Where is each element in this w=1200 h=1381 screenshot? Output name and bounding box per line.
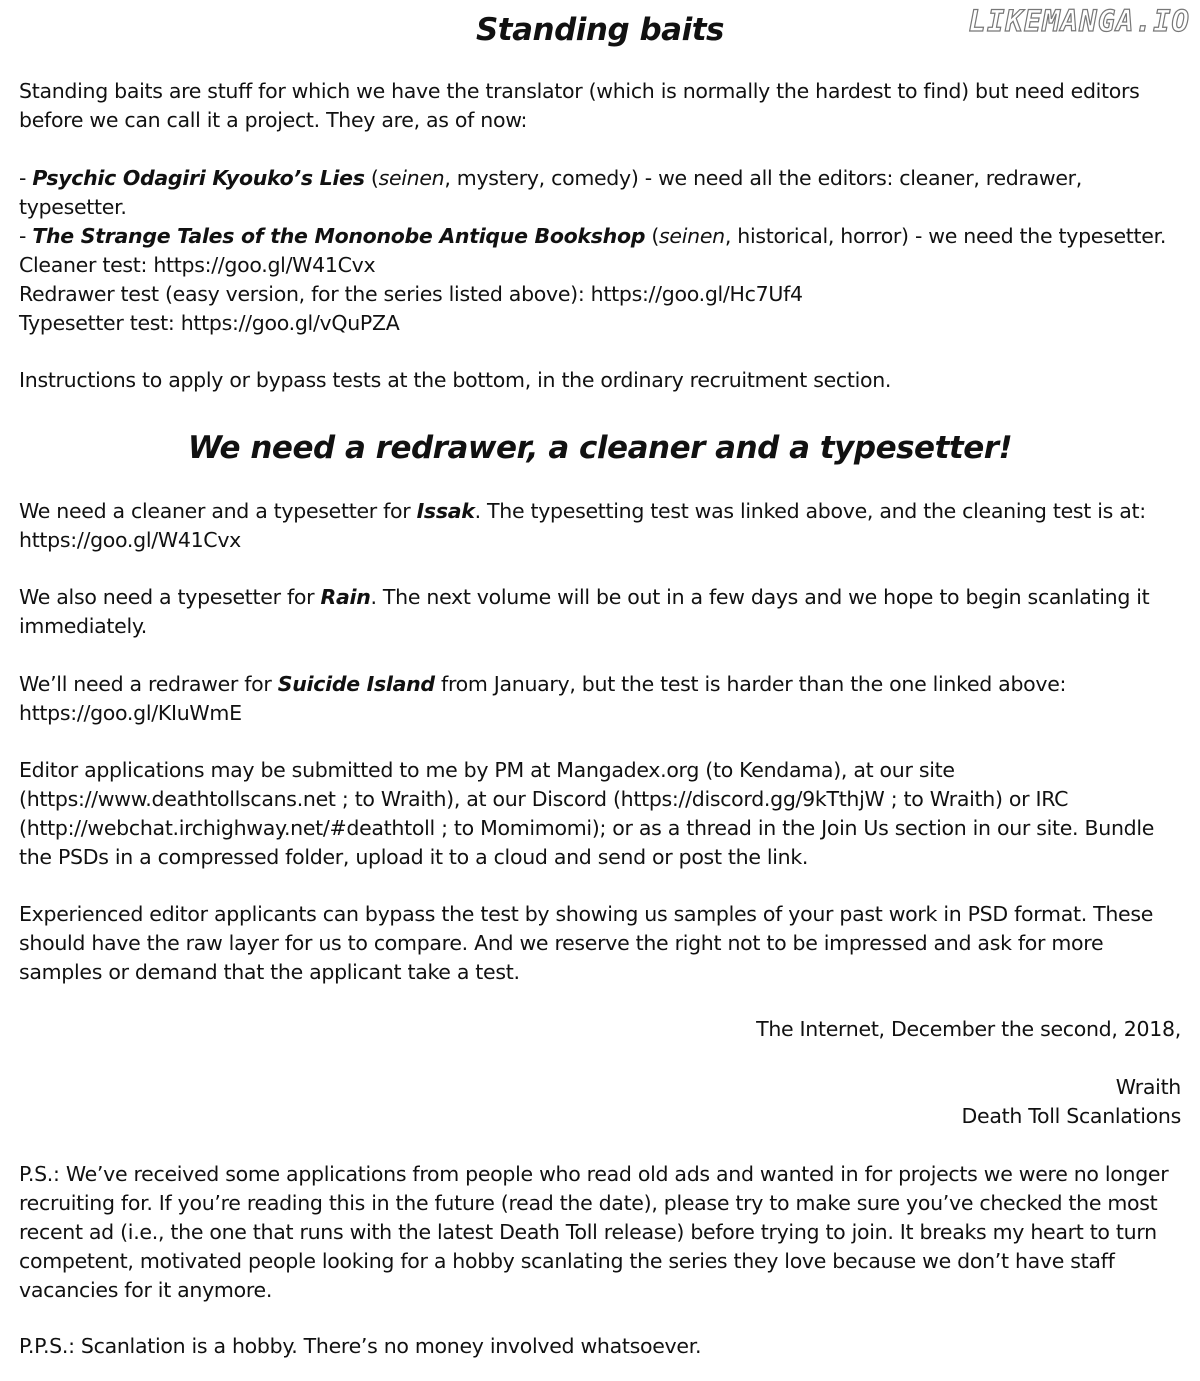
recruit-rain: We also need a typesetter for Rain. The next volume will be out in a few days and we hope to begin scanlating it immediately. [19,585,1150,638]
recruit-suicide-island: We’ll need a redrawer for Suicide Island from January, but the test is harder than the one linked above: https://goo.gl/KIuWmE [19,672,1067,725]
signature-group: Death Toll Scanlations [961,1104,1181,1128]
test-links [19,251,1181,338]
recruit-issak: We need a cleaner and a typesetter for Issak. The typesetting test was linked above, and the cleaning test is at: https://goo.gl/W41Cvx [19,499,1146,552]
signature [19,1073,1181,1131]
bait-list [19,164,1181,251]
signature-name: Wraith [1115,1075,1181,1099]
series-title: Issak [416,499,475,523]
heading-recruitment: We need a redrawer, a cleaner and a typesetter! [187,430,1013,466]
post-postscript: P.P.S.: Scanlation is a hobby. There’s no money involved whatsoever. [19,1334,702,1358]
bait-item: - Psychic Odagiri Kyouko’s Lies (seinen, mystery, comedy) - we need all the editors: cleaner, redrawer, typesetter. [19,166,1083,219]
dateline: The Internet, December the second, 2018, [756,1017,1181,1041]
series-title: Suicide Island [277,672,435,696]
postscript: P.S.: We’ve received some applications from people who read old ads and wanted in for projects we were no longer recruiting for. If you’re reading this in the future (read the date), please try to make sure you’ve checked the most recent ad (i.e., the one that runs with the latest Death Toll release) before trying to join. It breaks my heart to turn competent, motivated people looking for a hobby scanlating the series they love because we don’t have staff vacancies for it anymore. [19,1162,1169,1302]
bypass-test-info: Experienced editor applicants can bypass the test by showing us samples of your past work in PSD format. These should have the raw layer for us to compare. And we reserve the right not to be impressed and ask for more samples or demand that the applicant take a test. [19,902,1154,984]
cleaner-test-link[interactable]: Cleaner test: https://goo.gl/W41Cvx [19,253,376,277]
heading-standing-baits: Standing baits [475,12,724,48]
bait-item: - The Strange Tales of the Mononobe Antique Bookshop (seinen, historical, horror) - we need the typesetter. [19,224,1167,248]
series-title: Rain [320,585,371,609]
watermark-logo: LIKEMANGA.IO [968,4,1190,38]
instructions: Instructions to apply or bypass tests at the bottom, in the ordinary recruitment section. [19,368,892,392]
series-title: Psychic Odagiri Kyouko’s Lies [32,166,365,190]
application-instructions: Editor applications may be submitted to me by PM at Mangadex.org (to Kendama), at our site (https://www.deathtollscans.net ; to Wraith), at our Discord (https://discord.gg/9kTthjW ; to Wraith) or IRC (http://webchat.irchighway.net/#deathtoll ; to Momimomi); or as a thread in the Join Us section in our site. Bundle the PSDs in a compressed folder, upload it to a cloud and send or post the link. [19,758,1155,869]
standing-baits-intro [19,77,1181,135]
typesetter-test-link[interactable]: Typesetter test: https://goo.gl/vQuPZA [19,311,400,335]
intro-text: Standing baits are stuff for which we have the translator (which is normally the hardest to find) but need editors before we can call it a project. They are, as of now: [19,79,1140,132]
redrawer-test-link[interactable]: Redrawer test (easy version, for the series listed above): https://goo.gl/Hc7Uf4 [19,282,803,306]
series-title: The Strange Tales of the Mononobe Antique Bookshop [32,224,646,248]
